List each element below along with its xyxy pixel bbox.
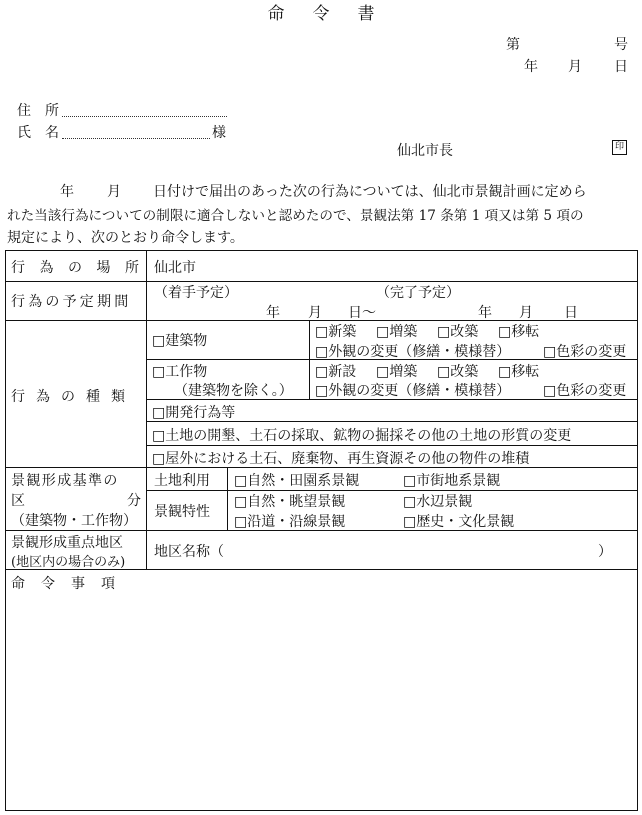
place-label-char: 行 [11, 260, 25, 276]
criteria-label-line2a: 区 [11, 493, 25, 509]
col-divider [146, 251, 147, 569]
place-label-char: の [68, 260, 82, 276]
building-option-facade: □外観の変更（修繕・模様替） [315, 344, 511, 360]
period-label: 行為の予定期間 [11, 294, 132, 310]
criteria-label-line1: 景観形成基準の [11, 473, 119, 489]
start-year: 年 [266, 305, 280, 321]
address-label: 住 所 [17, 103, 59, 119]
priority-label-line2: (地区内の場合のみ) [11, 555, 126, 570]
body-line-1: 日付けで届出のあった次の行為については、仙北市景観計画に定めら [153, 184, 587, 200]
date-day: 日 [614, 59, 628, 75]
district-name-close: ） [598, 544, 612, 560]
land-use-urban: □市街地系景観 [403, 473, 501, 489]
building-option-new: □新築 [315, 324, 357, 340]
row-divider [146, 445, 637, 446]
storage-option: □屋外における土石、廃棄物、再生資源その他の物件の堆積 [152, 451, 530, 467]
place-value: 仙北市 [154, 260, 196, 276]
date-month: 月 [568, 59, 582, 75]
priority-label-line1: 景観形成重点地区 [11, 535, 123, 551]
building-option-extend: □増築 [376, 324, 418, 340]
period-end-label: （完了予定） [376, 285, 460, 301]
issuer-title: 仙北市長 [397, 143, 453, 159]
title-char: 令 [312, 4, 330, 24]
structure-checkbox-label: □工作物 [152, 364, 208, 380]
place-label [11, 257, 139, 277]
place-label-char: 為 [39, 260, 54, 276]
structure-option-extend: □増築 [376, 364, 418, 380]
character-nature-view: □自然・眺望景観 [234, 494, 346, 510]
type-label: 行為の種類 [11, 389, 136, 405]
land-change-option: □土地の開墾、土石の採取、鉱物の掘採その他の土地の形質の変更 [152, 428, 572, 444]
end-day: 日 [564, 305, 578, 321]
number-suffix: 号 [614, 37, 628, 53]
row-divider [146, 490, 637, 491]
body-month: 月 [107, 184, 121, 200]
place-label-char: 場 [96, 260, 111, 276]
period-start-label: （着手予定） [154, 285, 238, 301]
end-month: 月 [519, 305, 533, 321]
name-label: 氏 名 [17, 125, 59, 141]
name-line [62, 138, 210, 139]
character-waterside: □水辺景観 [403, 494, 473, 510]
structure-option-color: □色彩の変更 [543, 383, 627, 399]
number-prefix: 第 [506, 37, 520, 53]
body-year: 年 [60, 184, 74, 200]
structure-option-new: □新設 [315, 364, 357, 380]
district-name-label: 地区名称（ [154, 544, 224, 560]
application-table [5, 250, 638, 811]
building-checkbox-label: □建築物 [152, 333, 208, 349]
address-line [62, 116, 227, 117]
character-label: 景観特性 [154, 504, 210, 520]
col-divider [227, 467, 228, 530]
building-option-color: □色彩の変更 [543, 344, 627, 360]
structure-option-rebuild: □改築 [437, 364, 479, 380]
honorific: 様 [212, 125, 226, 141]
structure-option-relocate: □移転 [498, 364, 540, 380]
place-label-char: 所 [125, 260, 139, 276]
end-year: 年 [478, 305, 492, 321]
development-option: □開発行為等 [152, 405, 236, 421]
date-year: 年 [524, 59, 538, 75]
body-line-3: 規定により、次のとおり命令します。 [7, 230, 244, 246]
document-title [0, 0, 642, 24]
land-use-nature: □自然・田園系景観 [234, 473, 360, 489]
character-history: □歴史・文化景観 [403, 514, 515, 530]
building-option-relocate: □移転 [498, 324, 540, 340]
building-option-rebuild: □改築 [437, 324, 479, 340]
col-divider [309, 320, 310, 399]
order-label: 命令事項 [11, 576, 131, 592]
title-char: 命 [267, 4, 285, 24]
criteria-label-line3: （建築物・工作物） [11, 513, 137, 529]
seal-mark: 印 [612, 140, 627, 155]
criteria-label-line2b: 分 [127, 493, 141, 509]
start-month: 月 [308, 305, 322, 321]
structure-option-facade: □外観の変更（修繕・模様替） [315, 383, 511, 399]
title-char: 書 [357, 4, 375, 24]
body-line-2: れた当該行為についての制限に適合しないと認めたので、景観法第 17 条第 1 項又は第 5 項の [7, 208, 584, 224]
structure-note: （建築物を除く。） [174, 383, 293, 399]
land-use-label: 土地利用 [154, 473, 210, 489]
row-divider [6, 281, 637, 282]
character-roadside: □沿道・沿線景観 [234, 514, 346, 530]
start-day: 日～ [348, 305, 376, 321]
